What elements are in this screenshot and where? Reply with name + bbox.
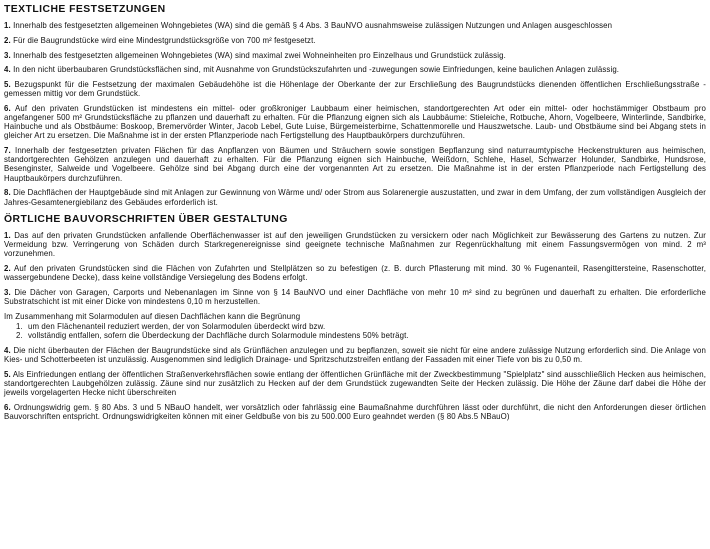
option-number: 1. bbox=[16, 321, 23, 331]
festsetzung-3 bbox=[4, 51, 706, 60]
option-text: um den Flächenanteil reduziert werden, der von Solarmodulen überdeckt wird bzw. bbox=[28, 321, 326, 331]
option-text: vollständig entfallen, sofern die Überdeckung der Dachfläche durch Solarmodule mindestens 50% beträgt. bbox=[28, 330, 409, 340]
bauvorschrift-3 bbox=[4, 288, 706, 306]
item-text: Ordnungswidrig gem. § 80 Abs. 3 und 5 NBauO handelt, wer vorsätzlich oder fahrlässig eine Baumaßnahme durchführen lässt oder durchführt, die nicht den Anforderungen dieser örtlichen Bauvorschriften entspricht. Ordnungswidrigkeiten können mit einer Geldbuße von bis zu 500.000 Euro geahndet werden (§ 80 Abs.5 NBauO) bbox=[4, 402, 706, 421]
bauvorschrift-2 bbox=[4, 264, 706, 282]
solar-intro: Im Zusammenhang mit Solarmodulen auf diesen Dachflächen kann die Begrünung bbox=[4, 311, 301, 321]
item-number: 1. bbox=[4, 230, 11, 240]
festsetzung-2 bbox=[4, 36, 706, 45]
festsetzung-1 bbox=[4, 21, 706, 30]
item-number: 5. bbox=[4, 80, 11, 89]
section-title-textliche-festsetzungen: TEXTLICHE FESTSETZUNGEN bbox=[4, 4, 166, 15]
item-number: 6. bbox=[4, 402, 11, 412]
item-number: 2. bbox=[4, 35, 11, 45]
item-number: 3. bbox=[4, 287, 11, 297]
item-text: Die nicht überbauten der Flächen der Baugrundstücke sind als Grünflächen anzulegen und zu bepflanzen, soweit sie nicht für eine andere zulässige Nutzung erforderlich sind. Die Anlage von Kies- und Schotterbeeten ist unzulässig. Ausgenommen sind lediglich Drainage- und Spritzschutzstreifen entlang der Fassaden mit einer Tiefe von bis zu 0,50 m. bbox=[4, 345, 706, 364]
item-text: Die Dachflächen der Hauptgebäude sind mit Anlagen zur Gewinnung von Wärme und/ oder Strom aus Solarenergie auszustatten, und zwar in dem Umfang, der zum vollständigen Ausgleich der Jahres-Gesamtenergiebilanz des Gebäudes erforderlich ist. bbox=[4, 188, 706, 207]
bauvorschrift-5 bbox=[4, 370, 706, 397]
item-number: 6. bbox=[4, 103, 11, 113]
section-title-oertliche-bauvorschriften: ÖRTLICHE BAUVORSCHRIFTEN ÜBER GESTALTUNG bbox=[4, 213, 288, 225]
item-text: Das auf den privaten Grundstücken anfallende Oberflächenwasser ist auf den jeweiligen Grundstücken zu versickern oder nach Möglichkeit zur Bewässerung des Gartens zu nutzen. Zur Vermeidung bzw. Verringerung von Schäden durch Starkregenereignisse sind geeignete technische Maßnahmen zur Regenrückhaltung mit einem Fassungsvermögen von mind. 2 m³ vorzunehmen. bbox=[4, 230, 706, 258]
section-oertliche-bauvorschriften bbox=[4, 231, 706, 421]
item-number: 3. bbox=[4, 50, 11, 60]
item-text: Bezugspunkt für die Festsetzung der maximalen Gebäudehöhe ist die Höhenlage der Oberkante der zur Erschließung des Baugrundstücks dienenden öffentlichen Erschließungsstraße - gemessen mittig vor dem Grundstück. bbox=[4, 80, 706, 99]
item-text: Innerhalb der festgesetzten privaten Flächen für das Anpflanzen von Bäumen und Sträuchern sowie sonstigen Bepflanzung sind naturraumtypische Heckenstrukturen aus heimischen, standortgerechten Gehölzen anzulegen und dauerhaft zu erhalten. Für die Pflanzung eignen sich Hainbuche, Weißdorn, Schlehe, Hasel, Schwarzer Holunder, Sandbirke, Hundsrose, Besenginster, Salweide und Vogelbeere. Gehölze sind bei Abgang durch eine der vorgenannten Art zu ersetzen. Die Maßnahme ist in der ersten Pflanzperiode nach Fertigstellung des Hauptbaukörpers durchzuführen. bbox=[4, 146, 706, 183]
festsetzung-7 bbox=[4, 146, 706, 183]
solar-option-1 bbox=[16, 322, 706, 331]
item-number: 1. bbox=[4, 21, 11, 30]
item-number: 7. bbox=[4, 146, 11, 156]
item-text: Auf den privaten Grundstücken sind die Flächen von Zufahrten und Stellplätzen so zu befestigen (z. B. durch Pflasterung mit mind. 30 % Fugenanteil, Rasengittersteine, Rasenschotter, wassergebundene Decke), dass keine vollständige Versiegelung des Bodens erfolgt. bbox=[4, 263, 706, 282]
item-number: 8. bbox=[4, 188, 11, 198]
item-text: In den nicht überbaubaren Grundstücksflächen sind, mit Ausnahme von Grundstückszufahrten und -zuwegungen sowie Einfriedungen, keine baulichen Anlagen zulässig. bbox=[13, 65, 620, 75]
festsetzung-5 bbox=[4, 80, 706, 98]
item-text: Auf den privaten Grundstücken ist mindestens ein mittel- oder großkroniger Laubbaum einer heimischen, standortgerechten Art oder ein mittel- oder hochstämmiger Obstbaum pro angefangener 500 m² Grundstücksfläche zu pflanzen und dauerhaft zu erhalten. Für die Pflanzung eignen sich als Laubbäume: Stieleiche, Rotbuche, Ahorn, Vogelbeere, Winterlinde, Sandbirke, Hainbuche und als Obstbäume: Boskoop, Bremervörder Winter, Jacob Lebel, Gute Luise, Bürgemeisterbirne, Schattenmorelle und Hauszwetsche. Laub- und Obstbäume sind bei Abgang stets in gleicher Art zu ersetzen. Die Maßnahme ist in der ersten Pflanzperiode nach Fertigstellung des Hauptbaukörpers durchzuführen. bbox=[4, 103, 707, 141]
bauvorschrift-6 bbox=[4, 403, 706, 421]
option-number: 2. bbox=[16, 330, 23, 340]
bauvorschrift-1 bbox=[4, 231, 706, 258]
item-text: Für die Baugrundstücke wird eine Mindestgrundstücksgröße von 700 m² festgesetzt. bbox=[13, 35, 316, 45]
item-text: Die Dächer von Garagen, Carports und Nebenanlagen im Sinne von § 14 BauNVO und einer Dachfläche von mehr 10 m² sind zu begrünen und dauerhaft zu erhalten. Die erforderliche Substratschicht ist mit einer Dicke von mindestens 0,10 m herzustellen. bbox=[4, 287, 706, 306]
section-textliche-festsetzungen bbox=[4, 21, 706, 207]
item-number: 4. bbox=[4, 345, 11, 355]
festsetzung-6 bbox=[4, 104, 706, 141]
item-number: 2. bbox=[4, 263, 11, 273]
item-text: Innerhalb des festgesetzten allgemeinen Wohngebietes (WA) sind die gemäß § 4 Abs. 3 BauNVO ausnahmsweise zulässigen Nutzungen und Anlagen ausgeschlossen bbox=[13, 21, 613, 30]
solar-option-2 bbox=[16, 331, 706, 340]
festsetzung-8 bbox=[4, 188, 706, 206]
item-number: 4. bbox=[4, 65, 11, 75]
item-text: Innerhalb des festgesetzten allgemeinen Wohngebietes (WA) sind maximal zwei Wohneinheiten pro Einzelhaus und Grundstück zulässig. bbox=[13, 50, 506, 60]
solar-options-list bbox=[4, 322, 706, 340]
item-number: 5. bbox=[4, 369, 11, 379]
item-text: Als Einfriedungen entlang der öffentlichen Straßenverkehrsflächen sowie entlang der öffentlichen Grünfläche mit der Zweckbestimmung "Spielplatz" sind ausschließlich Hecken aus heimischen, standortgerechten Laubgehölzen zulässig. Zäune sind nur zusätzlich zu Hecken auf der dem Grundstück zugewandten Seite der Hecken zulässig. Die Höhe der Zäune darf dabei die Höhe der jeweils vorgelagerten Hecke nicht überschreiten bbox=[4, 369, 706, 397]
festsetzung-4 bbox=[4, 65, 706, 74]
bauvorschrift-4 bbox=[4, 346, 706, 364]
